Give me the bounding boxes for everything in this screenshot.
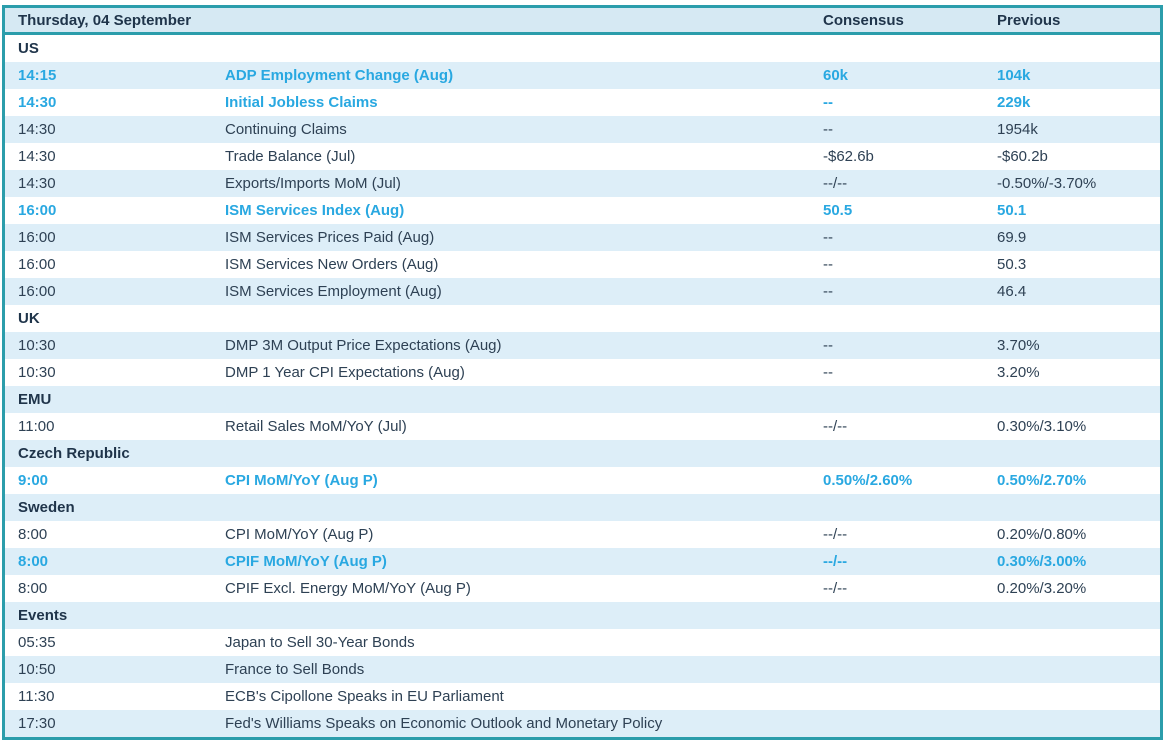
time-cell: 14:30 xyxy=(18,148,56,165)
section-row xyxy=(5,494,1160,521)
consensus-cell: --/-- xyxy=(823,553,848,570)
event-cell: DMP 1 Year CPI Expectations (Aug) xyxy=(225,364,465,381)
event-row xyxy=(5,683,1160,710)
event-row xyxy=(5,548,1160,575)
time-cell: 17:30 xyxy=(18,715,56,732)
section-row xyxy=(5,440,1160,467)
previous-cell: 0.30%/3.10% xyxy=(997,418,1087,435)
previous-cell: 1954k xyxy=(997,121,1038,138)
consensus-cell: --/-- xyxy=(823,526,848,543)
consensus-cell: -- xyxy=(823,121,833,138)
section-row xyxy=(5,305,1160,332)
event-cell: CPIF MoM/YoY (Aug P) xyxy=(225,553,387,570)
previous-cell: -$60.2b xyxy=(997,148,1048,165)
date-header: Thursday, 04 September xyxy=(18,11,192,29)
event-row xyxy=(5,656,1160,683)
consensus-cell: -- xyxy=(823,256,833,273)
previous-cell: 104k xyxy=(997,67,1031,84)
event-cell: ISM Services New Orders (Aug) xyxy=(225,256,439,273)
event-row xyxy=(5,251,1160,278)
event-cell: ADP Employment Change (Aug) xyxy=(225,67,454,84)
section-label: EMU xyxy=(18,391,52,408)
event-row xyxy=(5,62,1160,89)
event-cell: ISM Services Prices Paid (Aug) xyxy=(225,229,435,246)
time-cell: 14:15 xyxy=(18,67,57,84)
section-label: US xyxy=(18,40,39,57)
event-cell: Continuing Claims xyxy=(225,121,347,138)
event-cell: ISM Services Index (Aug) xyxy=(225,202,405,219)
table-body xyxy=(5,35,1160,737)
event-row xyxy=(5,575,1160,602)
event-cell: DMP 3M Output Price Expectations (Aug) xyxy=(225,337,502,354)
section-label: UK xyxy=(18,310,40,327)
time-cell: 9:00 xyxy=(18,472,49,489)
time-cell: 10:50 xyxy=(18,661,56,678)
time-cell: 14:30 xyxy=(18,121,56,138)
previous-cell: 0.20%/0.80% xyxy=(997,526,1087,543)
section-row xyxy=(5,35,1160,62)
time-cell: 05:35 xyxy=(18,634,56,651)
event-row xyxy=(5,467,1160,494)
time-cell: 14:30 xyxy=(18,94,57,111)
event-cell: Fed's Williams Speaks on Economic Outlook and Monetary Policy xyxy=(225,715,663,732)
time-cell: 8:00 xyxy=(18,526,48,543)
section-label: Sweden xyxy=(18,499,75,516)
time-cell: 10:30 xyxy=(18,364,56,381)
consensus-cell: --/-- xyxy=(823,580,848,597)
time-cell: 11:30 xyxy=(18,688,55,705)
section-label: Events xyxy=(18,607,68,624)
event-row xyxy=(5,143,1160,170)
section-row xyxy=(5,602,1160,629)
event-cell: CPI MoM/YoY (Aug P) xyxy=(225,526,374,543)
event-row xyxy=(5,278,1160,305)
economic-calendar-table xyxy=(2,5,1163,740)
previous-cell: 3.20% xyxy=(997,364,1040,381)
event-row xyxy=(5,224,1160,251)
previous-cell: 3.70% xyxy=(997,337,1040,354)
time-cell: 8:00 xyxy=(18,553,49,570)
previous-cell: 50.1 xyxy=(997,202,1027,219)
consensus-cell: 0.50%/2.60% xyxy=(823,472,913,489)
event-cell: France to Sell Bonds xyxy=(225,661,365,678)
event-cell: Japan to Sell 30-Year Bonds xyxy=(225,634,415,651)
event-row xyxy=(5,332,1160,359)
event-row xyxy=(5,413,1160,440)
event-cell: Initial Jobless Claims xyxy=(225,94,378,111)
event-cell: CPI MoM/YoY (Aug P) xyxy=(225,472,378,489)
event-cell: Trade Balance (Jul) xyxy=(225,148,356,165)
event-cell: Retail Sales MoM/YoY (Jul) xyxy=(225,418,407,435)
section-label: Czech Republic xyxy=(18,445,130,462)
previous-cell: 50.3 xyxy=(997,256,1027,273)
event-row xyxy=(5,629,1160,656)
previous-column-header: Previous xyxy=(997,11,1061,29)
event-row xyxy=(5,710,1160,737)
event-row xyxy=(5,116,1160,143)
event-cell: ISM Services Employment (Aug) xyxy=(225,283,442,300)
table-header-row xyxy=(5,8,1160,35)
event-cell: CPIF Excl. Energy MoM/YoY (Aug P) xyxy=(225,580,471,597)
time-cell: 10:30 xyxy=(18,337,56,354)
event-row xyxy=(5,170,1160,197)
consensus-column-header: Consensus xyxy=(823,11,904,29)
event-row xyxy=(5,359,1160,386)
consensus-cell: -- xyxy=(823,283,833,300)
time-cell: 16:00 xyxy=(18,202,57,219)
time-cell: 16:00 xyxy=(18,283,56,300)
event-cell: ECB's Cipollone Speaks in EU Parliament xyxy=(225,688,504,705)
event-row xyxy=(5,89,1160,116)
event-row xyxy=(5,197,1160,224)
time-cell: 11:00 xyxy=(18,418,55,435)
previous-cell: 0.30%/3.00% xyxy=(997,553,1087,570)
consensus-cell: --/-- xyxy=(823,175,848,192)
event-cell: Exports/Imports MoM (Jul) xyxy=(225,175,401,192)
consensus-cell: -- xyxy=(823,364,833,381)
previous-cell: 0.50%/2.70% xyxy=(997,472,1087,489)
section-row xyxy=(5,386,1160,413)
consensus-cell: 50.5 xyxy=(823,202,853,219)
previous-cell: 46.4 xyxy=(997,283,1027,300)
time-cell: 8:00 xyxy=(18,580,48,597)
previous-cell: 229k xyxy=(997,94,1031,111)
consensus-cell: 60k xyxy=(823,67,849,84)
consensus-cell: -- xyxy=(823,94,833,111)
consensus-cell: -$62.6b xyxy=(823,148,874,165)
consensus-cell: -- xyxy=(823,229,833,246)
time-cell: 16:00 xyxy=(18,229,56,246)
time-cell: 16:00 xyxy=(18,256,56,273)
previous-cell: -0.50%/-3.70% xyxy=(997,175,1097,192)
event-row xyxy=(5,521,1160,548)
consensus-cell: --/-- xyxy=(823,418,848,435)
consensus-cell: -- xyxy=(823,337,833,354)
previous-cell: 69.9 xyxy=(997,229,1027,246)
time-cell: 14:30 xyxy=(18,175,56,192)
previous-cell: 0.20%/3.20% xyxy=(997,580,1087,597)
